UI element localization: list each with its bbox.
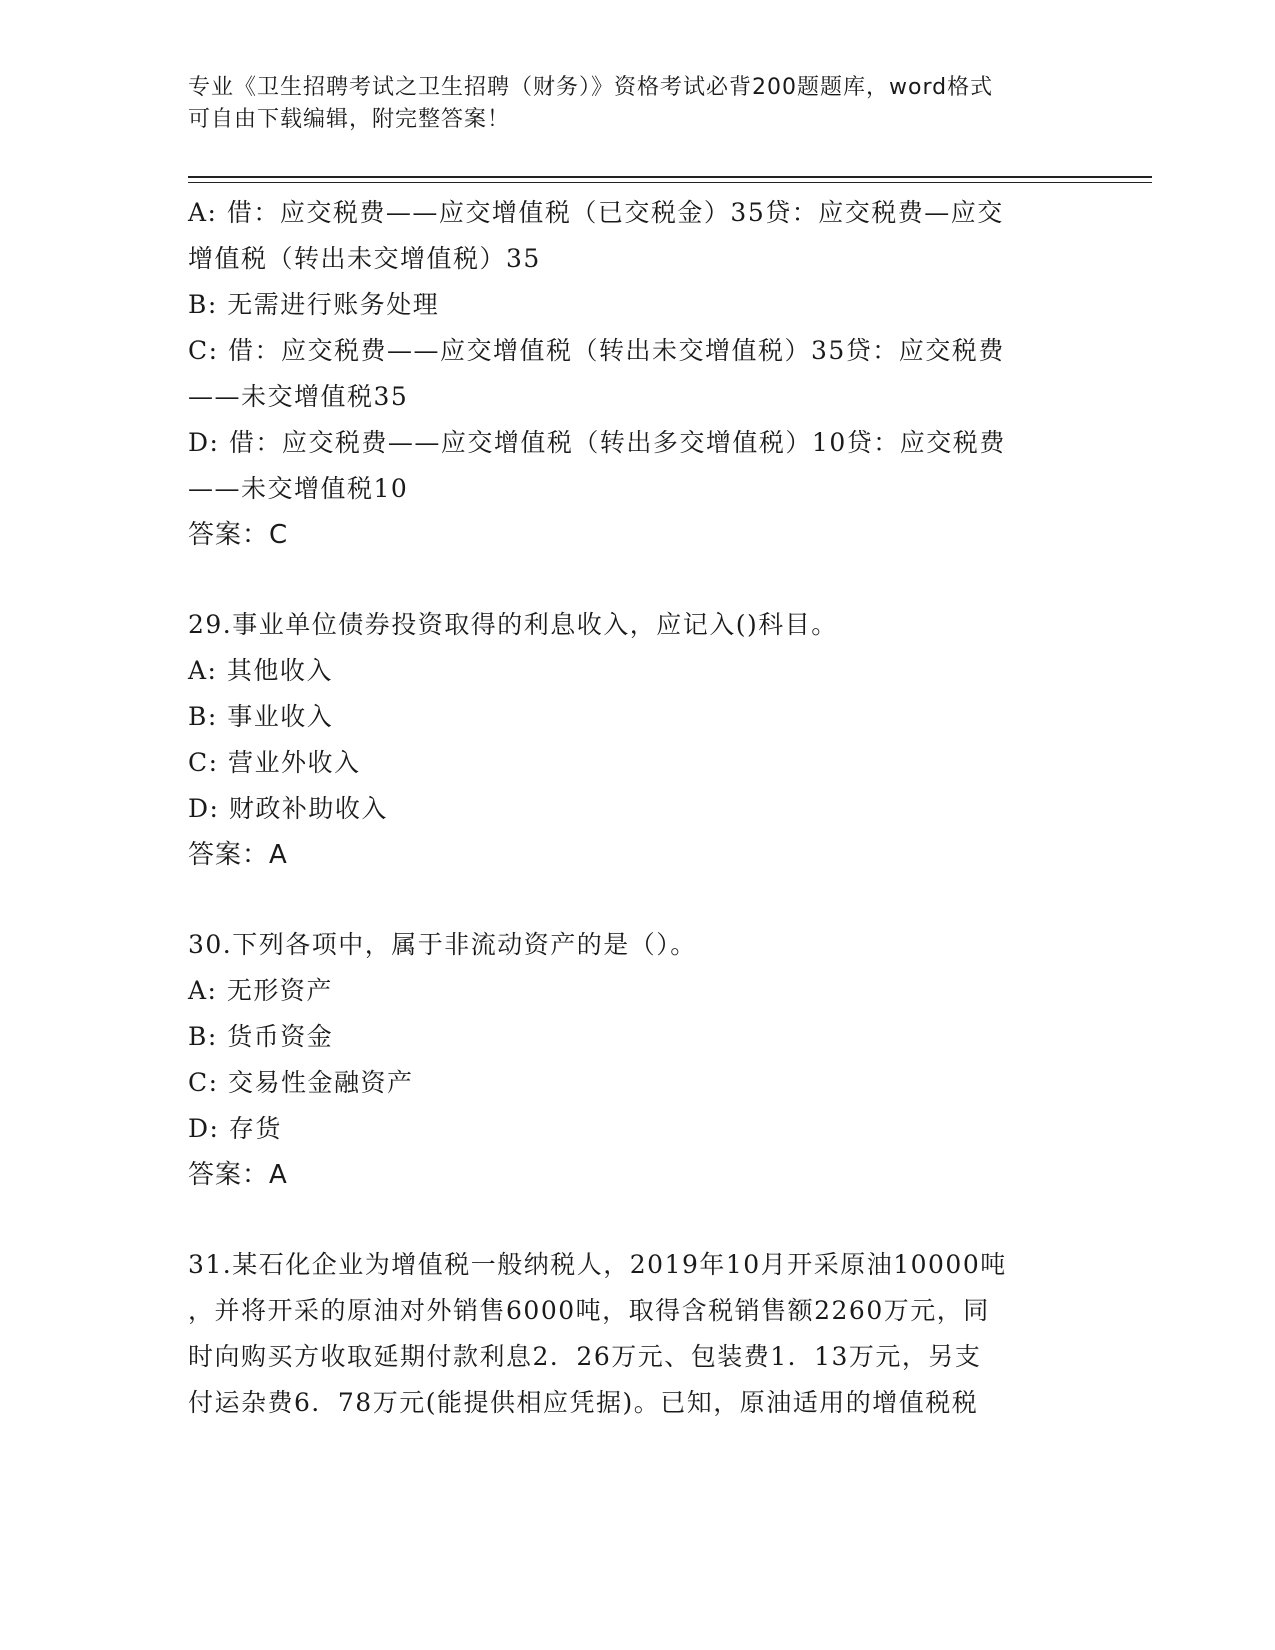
q30-question: 30.下列各项中，属于非流动资产的是（）。	[188, 930, 697, 959]
q30-option-b: B: 货币资金	[188, 1022, 334, 1051]
q29-option-d: D: 财政补助收入	[188, 794, 388, 823]
question-31	[188, 1242, 1088, 1426]
q28-answer: 答案：C	[188, 520, 289, 550]
q31-line-2: ，并将开采的原油对外销售6000吨，取得含税销售额2260万元，同	[188, 1296, 990, 1325]
document-header	[188, 72, 1068, 136]
q29-option-a: A: 其他收入	[188, 656, 333, 685]
q30-answer: 答案：A	[188, 1160, 288, 1190]
spacer	[188, 558, 1088, 602]
q28-option-c-line-2: ——未交增值税35	[188, 382, 409, 411]
q28-option-b: B: 无需进行账务处理	[188, 290, 440, 319]
q29-answer: 答案：A	[188, 840, 288, 870]
q29-option-b: B: 事业收入	[188, 702, 334, 731]
q28-option-a-line-2: 增值税（转出未交增值税）35	[188, 244, 541, 273]
q29-question: 29.事业单位债券投资取得的利息收入，应记入()科目。	[188, 610, 838, 639]
q30-option-c: C: 交易性金融资产	[188, 1068, 414, 1097]
question-28-options	[188, 190, 1088, 558]
q30-option-d: D: 存货	[188, 1114, 282, 1143]
q31-line-3: 时向购买方收取延期付款利息2．26万元、包装费1．13万元，另支	[188, 1342, 982, 1371]
q30-option-a: A: 无形资产	[188, 976, 333, 1005]
q28-option-c-line-1: C: 借：应交税费——应交增值税（转出未交增值税）35贷：应交税费	[188, 336, 1005, 365]
document-body	[188, 190, 1088, 1426]
header-line-2: 可自由下载编辑，附完整答案！	[188, 107, 511, 132]
spacer	[188, 878, 1088, 922]
q31-line-4: 付运杂费6．78万元(能提供相应凭据)。已知，原油适用的增值税税	[188, 1388, 979, 1417]
question-29	[188, 602, 1088, 878]
spacer	[188, 1198, 1088, 1242]
q29-option-c: C: 营业外收入	[188, 748, 361, 777]
q28-option-a-line-1: A: 借：应交税费——应交增值税（已交税金）35贷：应交税费—应交	[188, 198, 1004, 227]
header-divider-thick	[188, 176, 1152, 178]
header-line-1: 专业《卫生招聘考试之卫生招聘（财务）》资格考试必背200题题库，word格式	[188, 75, 994, 100]
q28-option-d-line-2: ——未交增值税10	[188, 474, 409, 503]
question-30	[188, 922, 1088, 1198]
q28-option-d-line-1: D: 借：应交税费——应交增值税（转出多交增值税）10贷：应交税费	[188, 428, 1006, 457]
q31-line-1: 31.某石化企业为增值税一般纳税人，2019年10月开采原油10000吨	[188, 1250, 1007, 1279]
header-divider-thin	[188, 182, 1152, 183]
